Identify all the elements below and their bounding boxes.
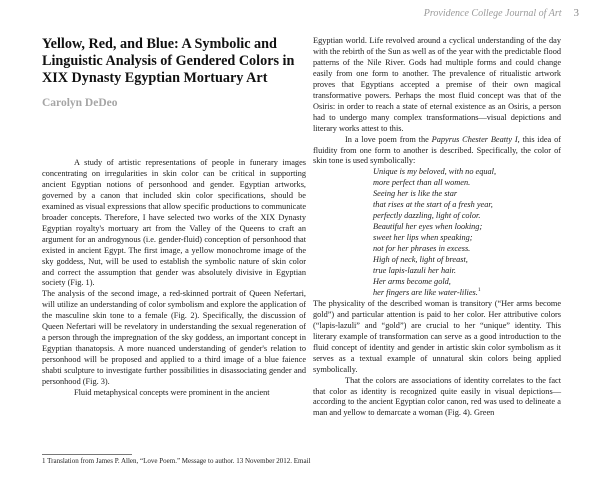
left-column <box>42 158 306 399</box>
poem-line: sweet her lips when speaking; <box>373 233 473 243</box>
body-paragraph <box>313 135 561 168</box>
poem-block <box>373 167 561 298</box>
poem-line: that rises at the start of a fresh year, <box>373 200 493 210</box>
body-paragraph: Fluid metaphysical concepts were prominent in the ancient <box>74 388 270 398</box>
page-number: 3 <box>573 7 579 19</box>
right-column <box>313 36 561 419</box>
article-title: Yellow, Red, and Blue: A Symbolic and Linguistic Analysis of Gendered Colors in XIX Dynasty Egyptian Mortuary Art <box>42 36 295 86</box>
footnote-marker: 1 <box>477 287 481 294</box>
poem-line-text: her fingers are like water-lilies. <box>373 287 478 297</box>
poem-line: Beautiful her eyes when looking; <box>373 222 483 232</box>
footnote-divider <box>42 454 132 455</box>
poem-line: not for her phrases in excess. <box>373 244 471 254</box>
body-paragraph: That the colors are associations of identity correlates to the fact that color as identity is recognized quite easily in visual depictions—according to the ancient Egyptian color canon, red was used to delineate a man and yellow to demarcate a woman (Fig. 4). Green <box>313 375 561 418</box>
poem-line: Her arms become gold, <box>373 276 451 286</box>
paragraph-rest: , this idea of fluidity from one form to another is described. Specifically, the color of skin tone is used symbolically: <box>313 134 561 166</box>
paragraph-intro: In a love poem from the <box>345 134 432 144</box>
poem-line: Seeing her is like the star <box>373 189 458 199</box>
poem-line: High of neck, light of breast, <box>373 255 468 265</box>
running-head <box>424 7 579 19</box>
journal-name: Providence College Journal of Art <box>423 8 562 19</box>
body-paragraph: The analysis of the second image, a red-skinned portrait of Queen Nefertari, will utilize an understanding of color symbolism and explore the application of the masculine skin tone to a female (Fig. 2). Specifically, the discussion of Queen Nefertari will be revelatory in understanding the sexual regeneration of a person through the impregnation of the sky goddess, an important concept in Egyptian thanatopsis. A more nuanced understanding of gender's relation to personhood will be proposed and applied to a third image of a blue faience shabti sculpture to investigate further possibilities in disassociating gender and personhood (Fig. 3). <box>42 289 306 387</box>
body-paragraph: Egyptian world. Life revolved around a cyclical understanding of the day with the rebirth of the Sun as well as of the year with the predictable flood patterns of the Nile River. Gods had multiple forms and could change easily from one form to another. The prevalence of ritualistic artwork proves that Egyptians accepted a premise of their own magical transformative powers. Perhaps the most fluid concept was that of the Osiris: in order to reach a state of eternal existence as an Osiris, a person had to undergo many complex transformations—visual depictions and literary works attest to this. <box>313 36 561 133</box>
poem-line: Unique is my beloved, with no equal, <box>373 167 497 177</box>
footnote: 1 Translation from James P. Allen, “Love Poem.” Message to author. 13 November 2012. Email <box>42 457 311 465</box>
poem-line: true lapis-lazuli her hair. <box>373 266 456 276</box>
poem-line <box>373 288 561 299</box>
body-paragraph: The physicality of the described woman is transitory (“Her arms become gold”) and particular attention is paid to her color. Her attributive colors (“lapis-lazuli” and “gold”) are crucial to her “unique” identity. This literary example of transformation can serve as a good introduction to the fluid concept of identity and gender in artistic skin color symbolism as it serves as a textual example of unnatural skin colors being applied symbolically. <box>313 298 561 374</box>
poem-line: perfectly dazzling, light of color. <box>373 211 481 221</box>
author-name: Carolyn DeDeo <box>42 97 118 109</box>
source-title: Papyrus Chester Beatty I <box>431 134 518 144</box>
body-paragraph: A study of artistic representations of people in funerary images concentrating on irregularities in skin color can be critical in supporting ancient Egyptian notions of personhood and gender. Egyptian artworks, governed by a canon that included skin color specifications, should be examined as visual expressions that allow specific productions to communicate broader concepts. Therefore, I have selected two works of the XIX Dynasty Egyptian royalty's mortuary art from the Valley of the Queens to craft an argument for an androgynous (i.e. gender-fluid) conception of personhood that existed in ancient Egypt. The first image, a yellow monochrome image of the sky goddess, Nut, will be used to establish the symbolic nature of skin color and correct the assumption that gender was absolutely divisive in Egyptian society (Fig. 1). <box>42 158 306 288</box>
poem-line: more perfect than all women. <box>373 178 471 188</box>
